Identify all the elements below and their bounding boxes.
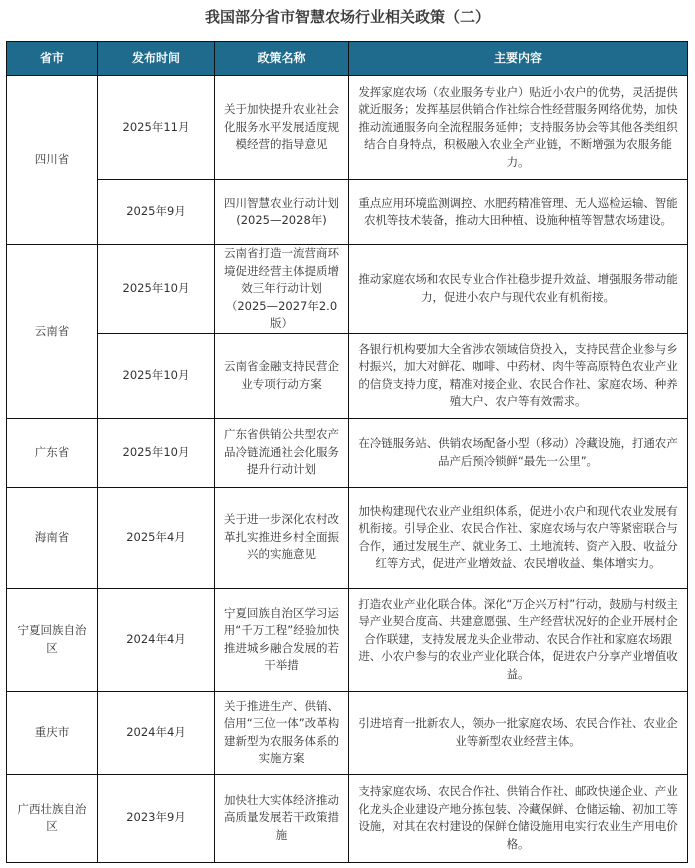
date-cell: 2025年10月 xyxy=(98,418,215,487)
table-row xyxy=(7,774,688,862)
content-cell: 在冷链服务站、供销农场配备小型（移动）冷藏设施，打通农产品产后预冷锁鲜“最先一公里”。 xyxy=(349,418,688,487)
province-cell: 广东省 xyxy=(7,418,98,487)
date-cell: 2025年4月 xyxy=(98,487,215,588)
table-row xyxy=(7,180,688,245)
policy-name-cell: 宁夏回族自治区学习运用“千万工程”经验加快推进城乡融合发展的若干举措 xyxy=(215,588,349,691)
province-cell: 广西壮族自治区 xyxy=(7,774,98,862)
content-cell: 重点应用环境监测调控、水肥药精准管理、无人巡检运输、智能农机等技术装备，推动大田种植、设施种植等智慧农场建设。 xyxy=(349,180,688,245)
content-cell: 加快构建现代农业产业组织体系，促进小农户和现代农业发展有机衔接。引导企业、农民合作社、家庭农场与农户等紧密联合与合作，通过发展生产、就业务工、土地流转、资产入股、收益分红等方式，促进产业增效益、农民增收益、集体增实力。 xyxy=(349,487,688,588)
header-province: 省市 xyxy=(7,42,98,76)
content-cell: 引进培育一批新农人，领办一批家庭农场、农民合作社、农业企业等新型农业经营主体。 xyxy=(349,691,688,774)
policy-name-cell: 四川智慧农业行动计划(2025—2028年) xyxy=(215,180,349,245)
province-cell: 海南省 xyxy=(7,487,98,588)
header-policy-name: 政策名称 xyxy=(215,42,349,76)
content-cell: 各银行机构要加大全省涉农领域信贷投入，支持民营企业参与乡村振兴，加大对鲜花、咖啡、中药材、肉牛等高原特色农业产业的信贷支持力度，精准对接企业、农民合作社、家庭农场、种养殖大户、农户等有效需求。 xyxy=(349,333,688,418)
table-row xyxy=(7,588,688,691)
content-cell: 支持家庭农场、农民合作社、供销合作社、邮政快递企业、产业化龙头企业建设产地分拣包装、冷藏保鲜、仓储运输、初加工等设施，对其在农村建设的保鲜仓储设施用电实行农业生产用电价格。 xyxy=(349,774,688,862)
province-cell: 重庆市 xyxy=(7,691,98,774)
table-row xyxy=(7,333,688,418)
date-cell: 2023年9月 xyxy=(98,774,215,862)
date-cell: 2025年11月 xyxy=(98,76,215,180)
policy-name-cell: 关于进一步深化农村改革扎实推进乡村全面振兴的实施意见 xyxy=(215,487,349,588)
date-cell: 2025年10月 xyxy=(98,333,215,418)
policy-name-cell: 广东省供销公共型农产品冷链流通社会化服务提升行动计划 xyxy=(215,418,349,487)
province-cell: 宁夏回族自治区 xyxy=(7,588,98,691)
date-cell: 2024年4月 xyxy=(98,691,215,774)
table-row xyxy=(7,691,688,774)
header-main-content: 主要内容 xyxy=(349,42,688,76)
page-title: 我国部分省市智慧农场行业相关政策（二） xyxy=(204,8,490,26)
policy-name-cell: 云南省打造一流营商环境促进经营主体提质增效三年行动计划（2025—2027年2.0版） xyxy=(215,245,349,334)
date-cell: 2024年4月 xyxy=(98,588,215,691)
table-row xyxy=(7,245,688,334)
province-cell: 四川省 xyxy=(7,76,98,245)
table-row xyxy=(7,487,688,588)
table-header-row xyxy=(7,42,688,76)
date-cell: 2025年10月 xyxy=(98,245,215,334)
content-cell: 推动家庭农场和农民专业合作社稳步提升效益、增强服务带动能力，促进小农户与现代农业有机衔接。 xyxy=(349,245,688,334)
table-row xyxy=(7,76,688,180)
header-date: 发布时间 xyxy=(98,42,215,76)
date-cell: 2025年9月 xyxy=(98,180,215,245)
policy-name-cell: 云南省金融支持民营企业专项行动方案 xyxy=(215,333,349,418)
policy-table xyxy=(6,41,688,863)
policy-name-cell: 关于推进生产、供销、信用“三位一体”改革构建新型为农服务体系的实施方案 xyxy=(215,691,349,774)
content-cell: 发挥家庭农场（农业服务专业户）贴近小农户的优势，灵活提供就近服务；发挥基层供销合作社综合性经营服务网络优势，加快推动流通服务向全流程服务延伸；支持服务协会等其他各类组织结合自身特点，积极融入农业全产业链，不断增强为农服务能力。 xyxy=(349,76,688,180)
policy-name-cell: 关于加快提升农业社会化服务水平发展适度规模经营的指导意见 xyxy=(215,76,349,180)
province-cell: 云南省 xyxy=(7,245,98,419)
table-row xyxy=(7,418,688,487)
policy-name-cell: 加快壮大实体经济推动高质量发展若干政策措施 xyxy=(215,774,349,862)
content-cell: 打造农业产业化联合体。深化“万企兴万村”行动，鼓励与村级主导产业契合度高、共建意愿强、生产经营状况好的企业开展村企合作联建，支持发展龙头企业带动、农民合作社和家庭农场跟进、小农户参与的农业产业化联合体，促进农户分享产业增值收益。 xyxy=(349,588,688,691)
